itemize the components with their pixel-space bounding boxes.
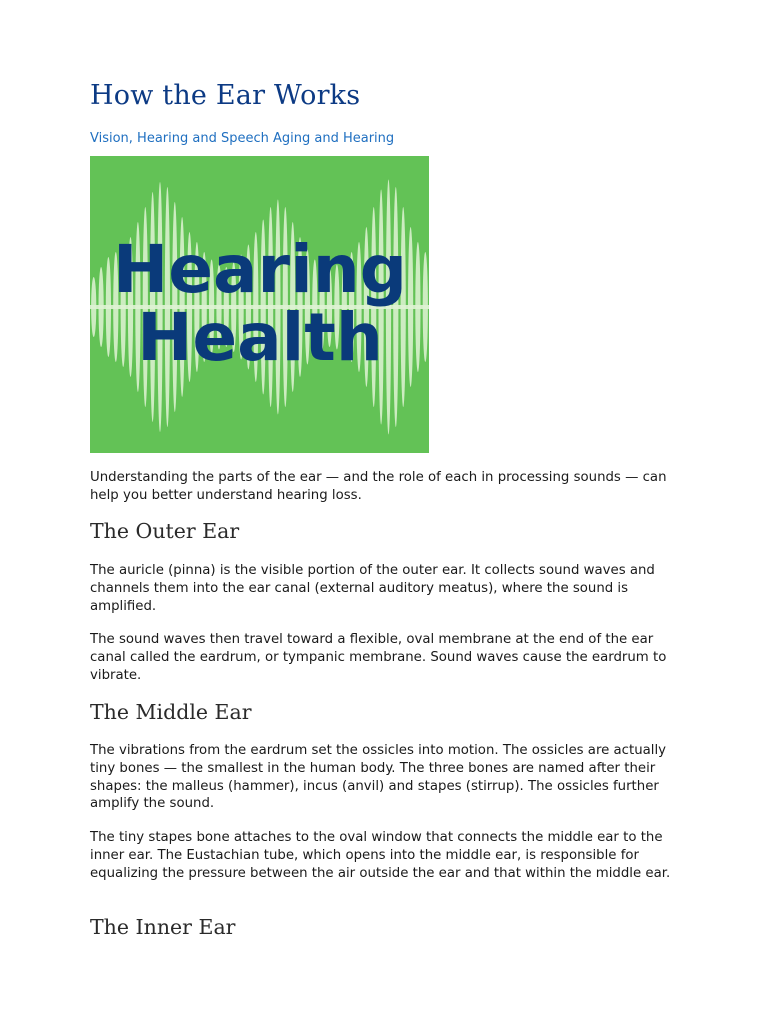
section-heading-middle-ear: The Middle Ear [90, 700, 252, 724]
category-link-vision-hearing-speech[interactable]: Vision, Hearing and Speech [90, 131, 269, 146]
category-link-aging-hearing[interactable]: Aging and Hearing [273, 131, 395, 146]
middle-ear-paragraph-1: The vibrations from the eardrum set the ossicles into motion. The ossicles are actually tiny bones — the smallest in the human body. The three bones are named after their shapes: the malleus (hammer), incus (anvil) and stapes (stirrup). The ossicles further amplify the sound. [90, 743, 667, 812]
outer-ear-paragraph-1: The auricle (pinna) is the visible portion of the outer ear. It collects sound waves and channels them into the ear canal (external auditory meatus), where the sound is amplified. [90, 563, 655, 614]
outer-ear-paragraph-2: The sound waves then travel toward a flexible, oval membrane at the end of the ear canal called the eardrum, or tympanic membrane. Sound waves cause the eardrum to vibrate. [90, 632, 667, 683]
hero-text-line2: Health [137, 299, 383, 376]
hero-text-line1: Hearing [113, 231, 407, 308]
middle-ear-paragraph-2: The tiny stapes bone attaches to the oval window that connects the middle ear to the inner ear. The Eustachian tube, which opens into the middle ear, is responsible for equalizing the pressure between the air outside the ear and that within the middle ear. [90, 830, 671, 881]
section-heading-inner-ear: The Inner Ear [90, 915, 236, 939]
intro-paragraph: Understanding the parts of the ear — and the role of each in processing sounds — can help you better understand hearing loss. [90, 470, 667, 503]
section-heading-outer-ear: The Outer Ear [90, 519, 240, 543]
page-title: How the Ear Works [90, 80, 361, 111]
hearing-health-image [90, 156, 429, 453]
category-links [90, 131, 394, 146]
